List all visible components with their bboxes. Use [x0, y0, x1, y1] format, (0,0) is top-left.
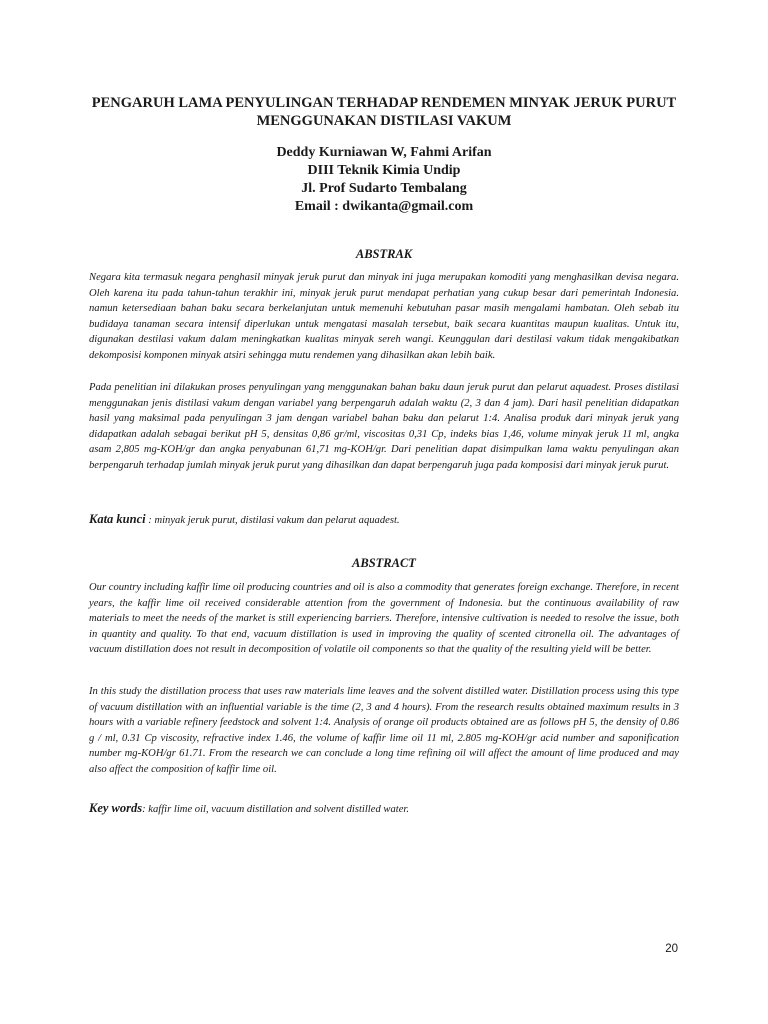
paper-title: PENGARUH LAMA PENYULINGAN TERHADAP RENDEMEN MINYAK JERUK PURUT MENGGUNAKAN DISTILASI VAKUM — [91, 95, 677, 129]
author-email: Email : dwikanta@gmail.com — [294, 199, 474, 214]
key-words-label: Key words — [89, 801, 143, 815]
key-words-text: : kaffir lime oil, vacuum distillation and solvent distilled water. — [142, 804, 410, 815]
abstrak-heading: ABSTRAK — [355, 247, 413, 261]
abstract-heading: ABSTRACT — [352, 556, 416, 570]
author-affiliation: DIII Teknik Kimia Undip — [307, 163, 461, 178]
kata-kunci-label: Kata kunci — [89, 512, 146, 526]
page-number: 20 — [665, 943, 678, 955]
author-address: Jl. Prof Sudarto Tembalang — [301, 181, 467, 196]
key-words-line — [89, 801, 679, 818]
kata-kunci-text: : minyak jeruk purut, distilasi vakum dan pelarut aquadest. — [145, 515, 400, 526]
abstract-paragraph-2: In this study the distillation process that uses raw materials lime leaves and the solvent distilled water. Distillation process using this type of vacuum distillation with an influential variable is the time (2, 3 and 4 hours). From the research results obtained maximum results in 3 hours with a variable refinery feedstock and solvent 1:4. Analysis of orange oil products obtained are as follows pH 5, the density of 0.86 g / ml, 0.31 Cp viscosity, refractive index 1.46, the volume of kaffir lime oil 11 ml, 2.805 mg-KOH/gr acid number and saponification number mg-KOH/gr 61.71. From the research we can conclude a long time refining oil will affect the amount of lime produced and may also affect the composition of kaffir lime oil. — [89, 686, 679, 775]
author-block — [80, 144, 688, 216]
abstrak-paragraph-1: Negara kita termasuk negara penghasil minyak jeruk purut dan minyak ini juga merupakan komoditi yang menghasilkan devisa negara. Oleh karena itu pada tahun-tahun terakhir ini, minyak jeruk purut mendapat perhatian yang cukup besar dari pemerintah Indonesia. namun ketersediaan bahan baku secara berkelanjutan untuk memenuhi kebutuhan pasar masih mengalami hambatan. Oleh sebab itu budidaya tanaman secara intensif diperlukan untuk mengatasi masalah tersebut, baik secara kuantitas maupun kualitas. Untuk itu, digunakan destilasi vakum dalam meningkatkan kualitas minyak sereh wangi. Keunggulan dari destilasi vakum tidak mengakibatkan dekomposisi komponen minyak atsiri sehingga mutu rendemen yang dihasilkan akan lebih baik. — [89, 272, 679, 361]
author-names: Deddy Kurniawan W, Fahmi Arifan — [276, 145, 492, 160]
kata-kunci-line — [89, 512, 679, 529]
abstrak-paragraph-2: Pada penelitian ini dilakukan proses penyulingan yang menggunakan bahan baku daun jeruk purut dan pelarut aquadest. Proses distilasi menggunakan jenis distilasi vakum dengan variabel yang berpengaruh adalah waktu (2, 3 dan 4 jam). Dari hasil penelitian didapatkan hasil yang maksimal pada penyulingan 3 jam dengan variabel bahan baku dan pelarut 1:4. Analisa produk dari minyak jeruk yang didapatkan adalah sebagai berikut pH 5, densitas 0,86 gr/ml, viscositas 0,31 Cp, indeks bias 1,46, volume minyak jeruk 11 ml, angka asam 2,805 mg-KOH/gr dan angka penyabunan 61,71 mg-KOH/gr. Dari penelitian dapat disimpulkan lama waktu penyulingan akan berpengaruh terhadap jumlah minyak jeruk purut yang dihasilkan dan dapat berpengaruh juga pada komposisi dari minyak jeruk purut. — [89, 382, 679, 471]
abstract-paragraph-1: Our country including kaffir lime oil producing countries and oil is also a commodity that generates foreign exchange. Therefore, in recent years, the kaffir lime oil received considerable attention from the government of Indonesia. but the continuous availability of raw materials to meet the needs of the market is still experiencing barriers. Therefore, intensive cultivation is needed to resolve the issue, both in quantity and quality. To that end, vacuum distillation is used in improving the quality of scented citronella oil. The advantages of vacuum distillation does not result in decomposition of volatile oil components so that the quality of the resulting yield will be better. — [89, 582, 679, 656]
